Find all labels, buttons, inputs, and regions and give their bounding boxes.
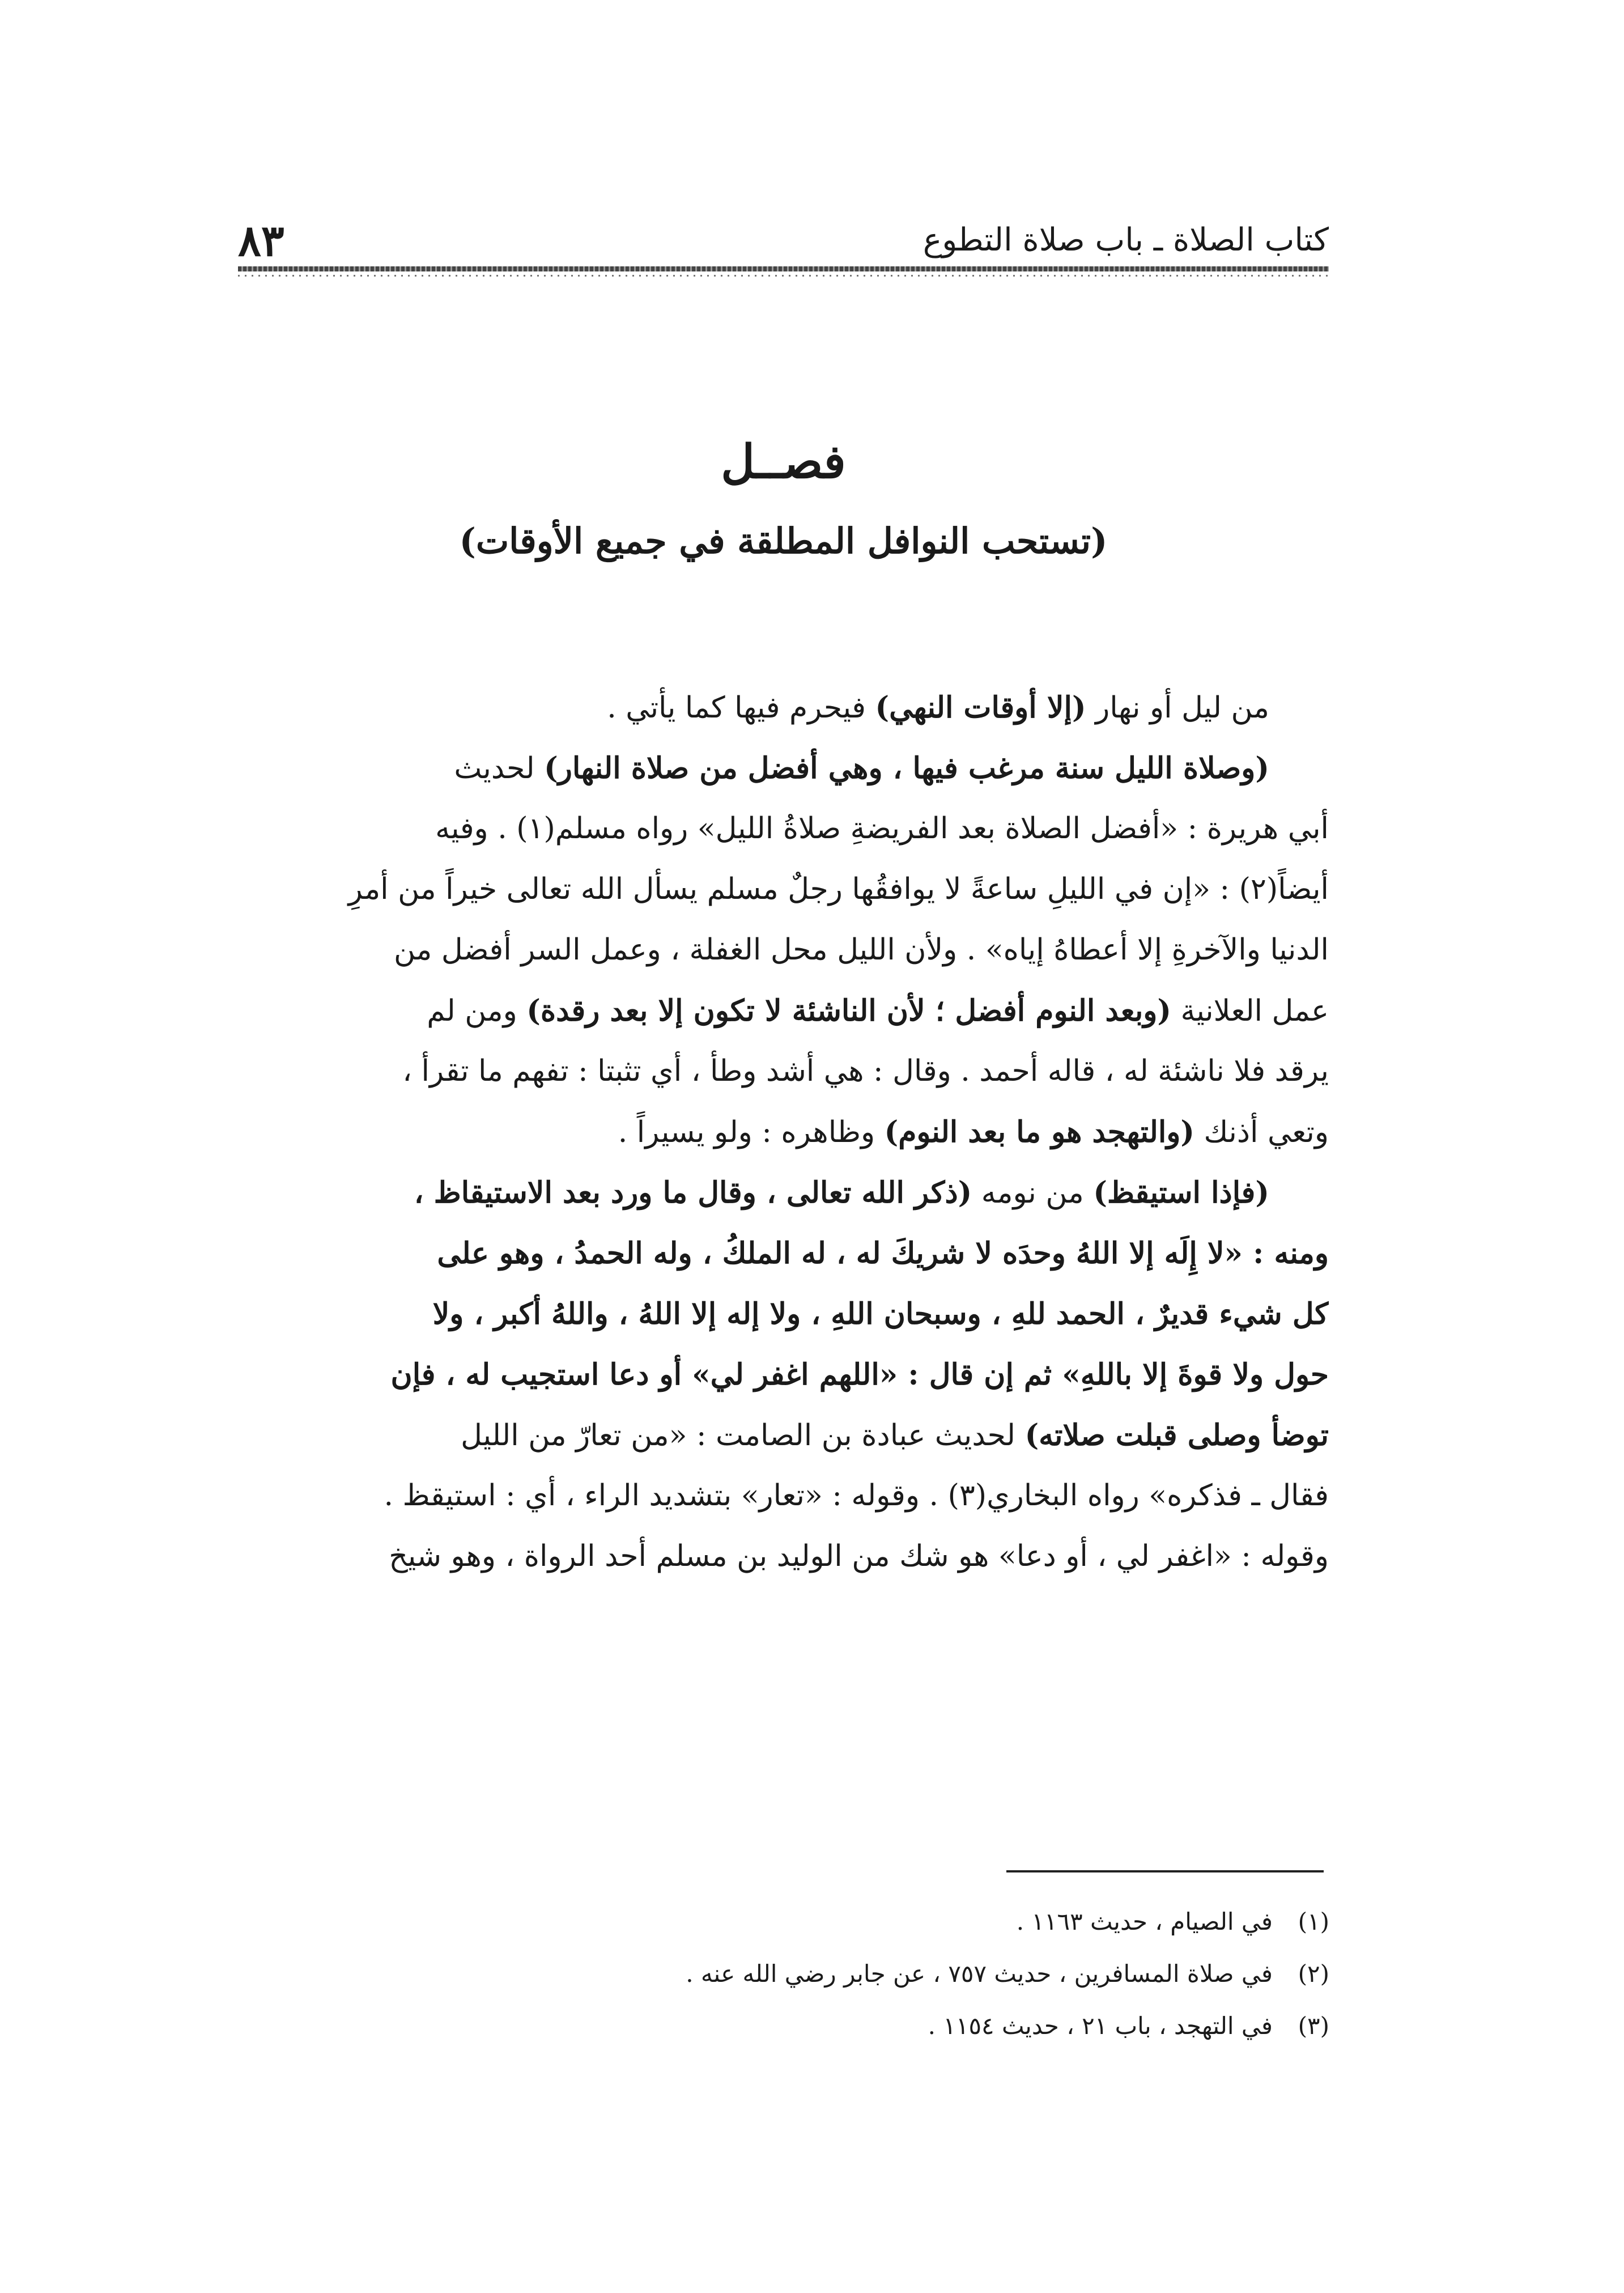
footnote-separator — [1006, 1870, 1324, 1872]
body-line: أبي هريرة : «أفضل الصلاة بعد الفريضةِ صلاةُ الليل» رواه مسلم(١) . وفيه — [435, 812, 1329, 846]
body-line: من ليل أو نهار (إلا أوقات النهي) فيحرم فيها كما يأتي . — [607, 690, 1269, 725]
body-line: وقوله : «اغفر لي ، أو دعا» هو شك من الوليد بن مسلم أحد الرواة ، وهو شيخ — [389, 1539, 1329, 1573]
footnotes — [366, 1896, 1329, 2052]
footnote-text: في صلاة المسافرين ، حديث ٧٥٧ ، عن جابر رضي الله عنه . — [686, 1960, 1273, 1988]
footnote-number: (٢) — [1298, 1960, 1329, 1988]
footnote — [366, 1948, 1329, 2000]
body-line: ومنه : «لا إِلَه إلا اللهُ وحدَه لا شريكَ له ، له الملكُ ، وله الحمدُ ، وهو على — [437, 1236, 1329, 1271]
body-line: حول ولا قوةَ إلا باللهِ» ثم إن قال : «اللهم اغفر لي» أو دعا استجيب له ، فإن — [390, 1357, 1329, 1392]
footnote-text: في الصيام ، حديث ١١٦٣ . — [1016, 1908, 1273, 1935]
footnote-number: (٣) — [1298, 2012, 1329, 2040]
body-line: (فإذا استيقظ) من نومه (ذكر الله تعالى ، وقال ما ورد بعد الاستيقاظ ، — [414, 1175, 1269, 1210]
running-title: كتاب الصلاة ـ باب صلاة التطوع — [922, 222, 1329, 258]
footnote-text: في التهجد ، باب ٢١ ، حديث ١١٥٤ . — [928, 2012, 1273, 2040]
body-line: يرقد فلا ناشئة له ، قاله أحمد . وقال : هي أشد وطأ ، أي تثبتا : تفهم ما تقرأ ، — [402, 1054, 1329, 1088]
header-rule-dots — [238, 275, 1329, 277]
body-line: أيضاً(٢) : «إن في الليلِ ساعةً لا يوافقُها رجلٌ مسلم يسأل الله تعالى خيراً من أمرِ — [348, 872, 1329, 906]
footnote — [366, 2000, 1329, 2052]
body-line: الدنيا والآخرةِ إلا أعطاهُ إياه» . ولأن الليل محل الغفلة ، وعمل السر أفضل من — [393, 933, 1329, 967]
body-text — [238, 677, 1329, 1587]
footnote — [366, 1896, 1329, 1948]
body-line: كل شيء قديرٌ ، الحمد للهِ ، وسبحان اللهِ ، ولا إله إلا اللهُ ، واللهُ أكبر ، ولا — [432, 1297, 1329, 1331]
body-line: فقال ـ فذكره» رواه البخاري(٣) . وقوله : «تعار» بتشديد الراء ، أي : استيقظ . — [384, 1479, 1329, 1513]
body-line: توضأ وصلى قبلت صلاته) لحديث عبادة بن الصامت : «من تعارّ من الليل — [461, 1418, 1329, 1453]
footnote-number: (١) — [1298, 1908, 1329, 1935]
page-number: ٨٣ — [238, 215, 284, 266]
section-title: فصــل — [721, 435, 846, 489]
section-subtitle: (تستحب النوافل المطلقة في جميع الأوقات) — [459, 520, 1108, 562]
body-line: (وصلاة الليل سنة مرغب فيها ، وهي أفضل من صلاة النهار) لحديث — [454, 751, 1269, 785]
running-header — [238, 213, 1329, 275]
header-rule — [238, 266, 1329, 271]
body-line: وتعي أذنك (والتهجد هو ما بعد النوم) وظاهره : ولو يسيراً . — [618, 1115, 1329, 1149]
body-line: عمل العلانية (وبعد النوم أفضل ؛ لأن الناشئة لا تكون إلا بعد رقدة) ومن لم — [427, 993, 1329, 1028]
